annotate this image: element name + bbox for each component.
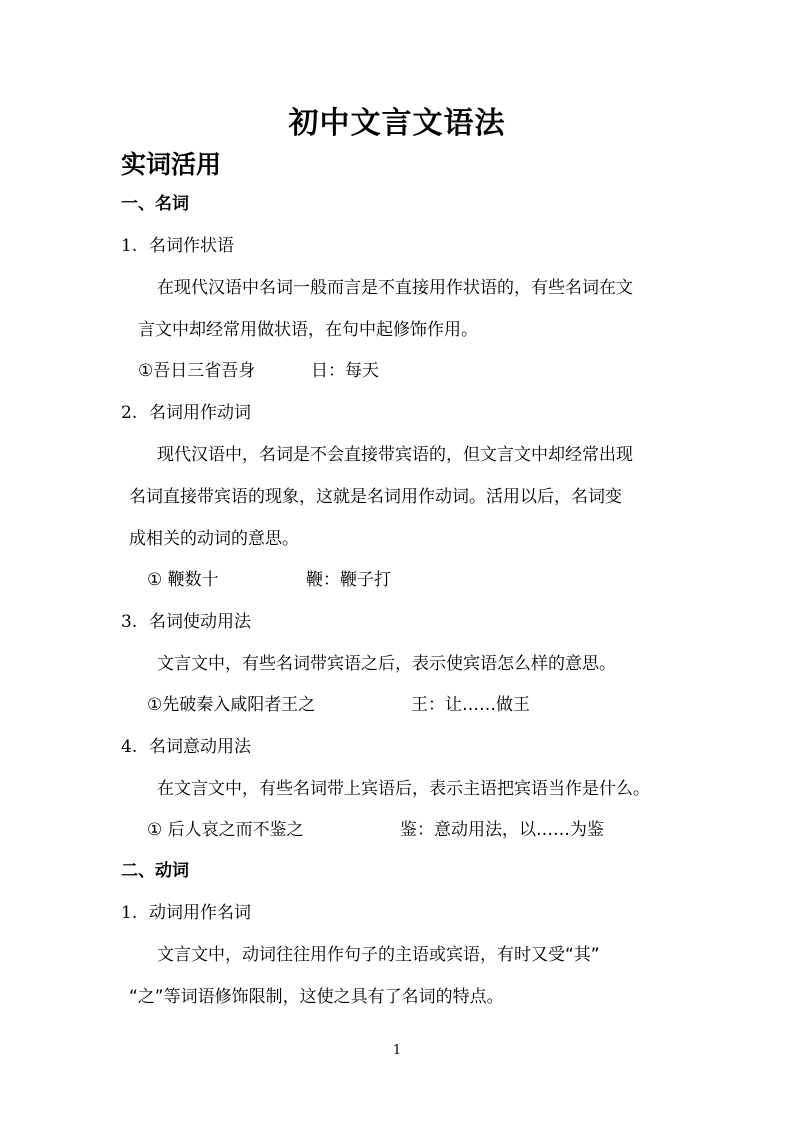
subheading-noun-as-verb	[121, 398, 251, 423]
part-heading-verbs: 二、动词	[121, 861, 189, 881]
section-heading: 实词活用	[121, 150, 222, 179]
subheading-noun-causative	[121, 607, 251, 632]
paragraph-line: 言文中却经常用做状语，在句中起修饰作用。	[138, 320, 478, 340]
paragraph-line: 在现代汉语中名词一般而言是不直接用作状语的，有些名词在文	[157, 278, 633, 298]
item-label: 名词用作动词	[149, 403, 251, 423]
item-label: 动词用作名词	[149, 903, 251, 923]
example-sentence: ①先破秦入咸阳者王之	[147, 695, 316, 715]
paragraph-line: 名词直接带宾语的现象，这就是名词用作动词。活用以后，名词变	[129, 487, 622, 507]
item-number: 2.	[121, 403, 138, 423]
item-number: 3.	[121, 612, 138, 632]
page-number: 1	[392, 1043, 402, 1058]
subheading-noun-as-adverbial	[121, 231, 234, 256]
paragraph-line: 现代汉语中，名词是不会直接带宾语的，但文言文中却经常出现	[157, 445, 633, 465]
item-number: 1.	[121, 903, 138, 923]
subheading-noun-putative	[121, 732, 251, 757]
example-sentence: ① 鞭数十	[147, 570, 219, 590]
example-note: 鞭：鞭子打	[306, 570, 391, 590]
paragraph-line: 成相关的动词的意思。	[129, 529, 299, 549]
example-sentence: ①吾日三省吾身	[138, 361, 256, 381]
example-note: 日：每天	[311, 361, 379, 381]
paragraph-line: 文言文中，有些名词带宾语之后，表示使宾语怎么样的意思。	[157, 654, 616, 674]
example-note: 鉴：意动用法，以……为鉴	[400, 820, 604, 840]
part-heading-nouns: 一、名词	[121, 194, 189, 214]
item-number: 1.	[121, 236, 138, 256]
item-label: 名词作状语	[149, 236, 234, 256]
document-title: 初中文言文语法	[288, 106, 506, 141]
paragraph-line: “之”等词语修饰限制，这使之具有了名词的特点。	[129, 987, 504, 1007]
example-sentence: ① 后人哀之而不鉴之	[147, 820, 304, 840]
item-label: 名词使动用法	[149, 612, 251, 632]
paragraph-line: 在文言文中，有些名词带上宾语后，表示主语把宾语当作是什么。	[157, 779, 650, 799]
item-number: 4.	[121, 737, 138, 757]
example-note: 王：让……做王	[411, 695, 530, 715]
paragraph-line: 文言文中，动词往往用作句子的主语或宾语，有时又受“其”	[157, 945, 600, 965]
subheading-verb-as-noun	[121, 898, 251, 923]
item-label: 名词意动用法	[149, 737, 251, 757]
